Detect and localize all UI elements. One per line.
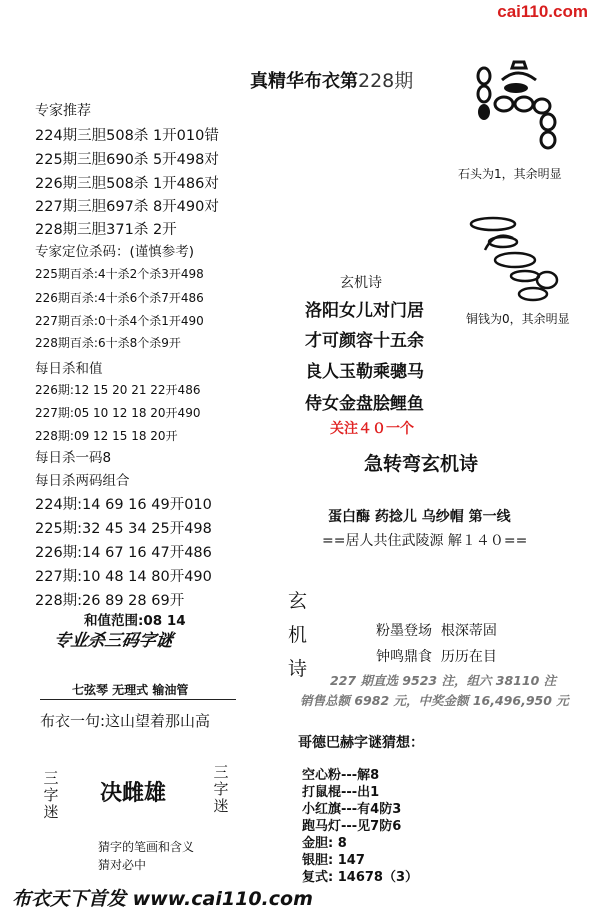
expert-line: 228期三胆371杀 2开: [35, 222, 177, 238]
goethe-item: 复式: 14678（3）: [302, 870, 418, 885]
two-code-line: 225期:32 45 34 25开498: [35, 521, 212, 537]
three-word-left-label: 三字迷: [43, 769, 59, 821]
footer-brand[interactable]: 布衣天下首发 www.cai110.com: [12, 888, 313, 910]
stones-caption: 石头为1，其余明显: [458, 167, 562, 181]
vertical-char: 玄: [288, 590, 308, 612]
coins-caption: 铜钱为0，其余明显: [466, 312, 570, 326]
goethe-title: 哥德巴赫字谜猜想：: [298, 735, 424, 751]
sum-kill-line: 228期:09 12 15 18 20开: [35, 429, 178, 443]
expert-line: 227期三胆697杀 8开490对: [35, 199, 219, 215]
jizhuan-line: ==居人共住武陵源 解１４０==: [322, 533, 528, 549]
vertical-char: 机: [288, 624, 308, 646]
goethe-item: 小红旗---有4防3: [302, 802, 402, 817]
two-code-line: 227期:10 48 14 80开490: [35, 569, 212, 585]
coins-icon: [465, 210, 575, 305]
goethe-item: 跑马灯---见7防6: [302, 819, 402, 834]
qixianqin-riddle: 七弦琴 无理式 输油管: [72, 683, 189, 697]
xuanji-line: 钟鸣鼎食 历历在目: [376, 649, 497, 665]
jizhuan-title: 急转弯玄机诗: [364, 453, 479, 475]
sales-line: 227 期直选 9523 注，组六 38110 注: [330, 673, 557, 688]
poem-label: 玄机诗: [340, 275, 382, 291]
stones-icon: [472, 58, 572, 158]
pro-riddle-title: 专业杀三码字谜: [52, 631, 175, 651]
buyi-line: 布衣一句:这山望着那山高: [40, 712, 211, 730]
poem-line: 洛阳女儿对门居: [305, 301, 424, 321]
sum-range: 和值范围:08 14: [84, 613, 186, 629]
sum-kill-header: 每日杀和值: [35, 361, 103, 377]
focus-note: 关注４０一个: [330, 421, 414, 437]
poem-line: 才可颜容十五余: [305, 331, 424, 351]
two-code-header: 每日杀两码组合: [35, 473, 130, 489]
position-kill-line: 225期百杀:4十杀2个杀3开498: [35, 267, 204, 281]
vertical-char: 诗: [288, 658, 308, 680]
riddle-hint: 猜字的笔画和含义: [98, 840, 195, 854]
two-code-line: 228期:26 89 28 69开: [35, 593, 185, 609]
divider: [40, 699, 236, 700]
two-code-line: 226期:14 67 16 47开486: [35, 545, 212, 561]
expert-line: 224期三胆508杀 1开010错: [35, 128, 219, 144]
brand-logo[interactable]: cai110.com: [497, 2, 588, 21]
sum-kill-line: 226期:12 15 20 21 22开486: [35, 383, 201, 397]
experts-header: 专家推荐: [35, 103, 91, 119]
riddle-hint: 猜对必中: [98, 858, 147, 872]
jizhuan-line: 蛋白酶 药捻儿 乌纱帽 第一线: [328, 509, 511, 525]
goethe-item: 银胆: 147: [302, 853, 365, 868]
one-code-kill: 每日杀一码8: [35, 450, 112, 466]
three-word-riddle: 决雌雄: [100, 781, 167, 806]
expert-line: 226期三胆508杀 1开486对: [35, 176, 219, 192]
two-code-line: 224期:14 69 16 49开010: [35, 497, 212, 513]
three-word-right-label: 三字迷: [213, 763, 229, 815]
goethe-item: 空心粉---解8: [302, 768, 380, 783]
sum-kill-line: 227期:05 10 12 18 20开490: [35, 406, 201, 420]
position-kill-line: 226期百杀:4十杀6个杀7开486: [35, 291, 204, 305]
expert-line: 225期三胆690杀 5开498对: [35, 152, 219, 168]
goethe-item: 打鼠棍---出1: [302, 785, 380, 800]
sales-line: 销售总额 6982 元，中奖金额 16,496,950 元: [300, 693, 569, 708]
title-text: 真精华布衣第: [250, 71, 358, 92]
page-title: [250, 66, 413, 93]
xuanji-line: 粉墨登场 根深蒂固: [376, 623, 497, 639]
position-kill-line: 228期百杀:6十杀8个杀9开: [35, 336, 181, 350]
goethe-item: 金胆: 8: [302, 836, 347, 851]
poem-line: 良人玉勒乘骢马: [305, 362, 424, 382]
position-kill-header: 专家定位杀码：(谨慎参考): [35, 244, 195, 260]
title-issue: 228期: [358, 70, 414, 92]
position-kill-line: 227期百杀:0十杀4个杀1开490: [35, 314, 204, 328]
poem-line: 侍女金盘脍鲤鱼: [305, 394, 424, 414]
